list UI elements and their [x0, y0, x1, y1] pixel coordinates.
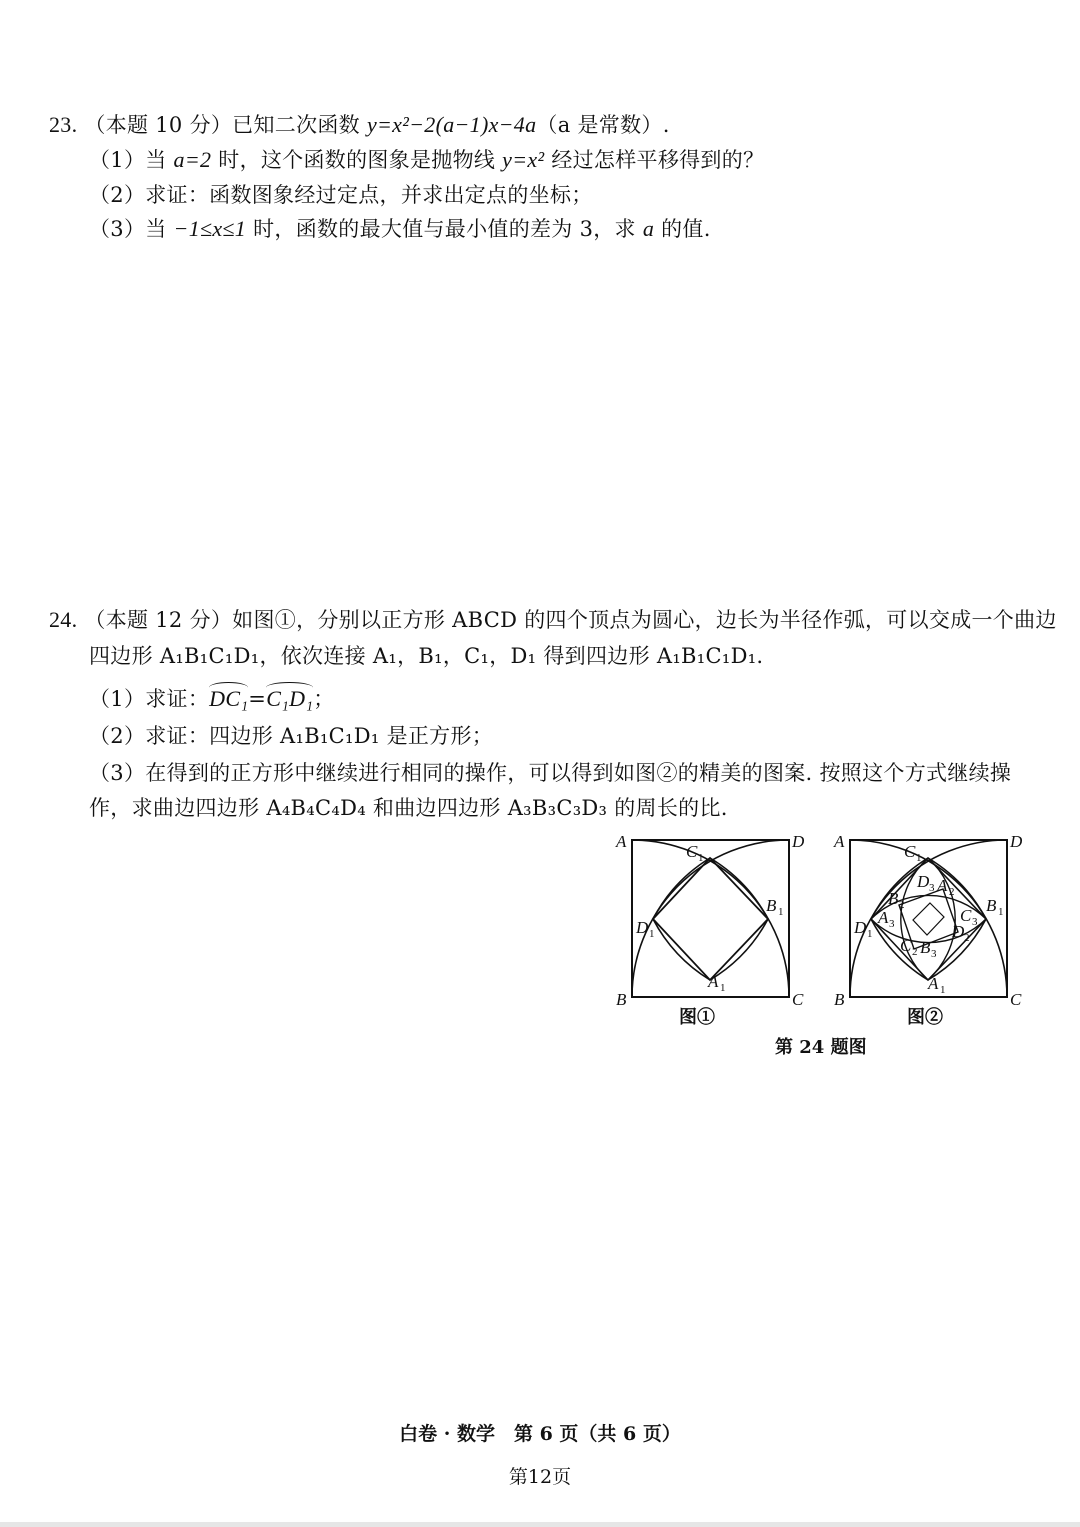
svg-text:3: 3: [931, 948, 937, 960]
svg-text:2: 2: [912, 946, 918, 958]
fig2-label-C3: C: [960, 906, 972, 925]
q24-part3-line1: （3）在得到的正方形中继续进行相同的操作，可以得到如图②的精美的图案. 按照这个方式继续操: [89, 761, 1012, 785]
q24-points: （本题 12 分）: [84, 608, 233, 632]
fig2-label-B1: B: [986, 896, 997, 915]
fig2-label-C1: C: [904, 842, 916, 861]
q24-stem-1: 如图①，分别以正方形 ABCD 的四个顶点为圆心，边长为半径作弧，可以交成一个曲边: [232, 608, 1057, 632]
svg-text:2: 2: [964, 932, 970, 944]
q23-number: 23.: [49, 112, 78, 137]
q23-stem: [49, 111, 670, 139]
svg-text:1: 1: [998, 906, 1004, 918]
svg-text:1: 1: [867, 928, 873, 940]
figure-caption: 第 24 题图: [775, 1037, 867, 1058]
q24-stem-line2: 四边形 A₁B₁C₁D₁，依次连接 A₁，B₁，C₁，D₁ 得到四边形 A₁B₁C₁D₁.: [89, 644, 764, 668]
q23-p1-cond: a=2: [173, 147, 212, 172]
fig1-label-A1: A: [708, 972, 719, 991]
fig2-label-C: C: [1010, 990, 1022, 1009]
fig2-label-B2: B: [888, 889, 899, 908]
figure-1: [612, 825, 822, 1034]
q23-part2: （2）求证：函数图象经过定点，并求出定点的坐标；: [89, 183, 593, 207]
q23-p1-a: （1）当: [89, 148, 167, 172]
svg-text:2: 2: [949, 886, 955, 898]
q24-p1-eq: =: [248, 687, 267, 711]
svg-text:1: 1: [916, 852, 922, 864]
q23-p3-a: （3）当: [89, 217, 167, 241]
q23-p3-c: 的值.: [661, 217, 711, 241]
q23-stem-text: 已知二次函数: [232, 113, 360, 137]
fig2-label-A: A: [834, 832, 845, 851]
q24-part1: [89, 685, 335, 713]
svg-text:3: 3: [972, 916, 978, 928]
figure-1-svg: [612, 825, 822, 1030]
svg-text:1: 1: [720, 982, 726, 994]
fig2-label-A1: A: [928, 974, 939, 993]
fig2-label-B3: B: [920, 938, 931, 957]
page-footer-title: 白卷 · 数学 第 6 页（共 6 页）: [399, 1423, 681, 1445]
svg-text:3: 3: [929, 882, 935, 894]
svg-text:1: 1: [649, 928, 655, 940]
q23-points: （本题 10 分）: [84, 113, 233, 137]
arc-c1d1: C₁D₁: [266, 686, 314, 711]
q24-p1-b: ；: [313, 687, 335, 711]
fig2-label-C2: C: [900, 936, 912, 955]
fig1-label-D1: D: [636, 918, 649, 937]
fig2-label-D1: D: [854, 918, 867, 937]
fig2-label-D3: D: [917, 872, 930, 891]
fig1-label-C1: C: [686, 842, 698, 861]
svg-text:3: 3: [889, 918, 895, 930]
arc-dc1: DC₁: [209, 686, 249, 711]
figure-2-label: 图②: [907, 1007, 943, 1028]
fig1-label-D: D: [792, 832, 805, 851]
q23-p1-formula: y=x²: [502, 147, 545, 172]
fig1-label-C: C: [792, 990, 804, 1009]
svg-text:2: 2: [899, 899, 905, 911]
q24-part3-line2: 作，求曲边四边形 A₄B₄C₄D₄ 和曲边四边形 A₃B₃C₃D₃ 的周长的比.: [89, 796, 728, 820]
q23-p3-cond: −1≤x≤1: [173, 216, 247, 241]
svg-text:1: 1: [698, 852, 704, 864]
q24-stem-line1: [49, 606, 1057, 634]
q23-part3: [89, 215, 711, 243]
fig2-label-B: B: [834, 990, 845, 1009]
fig1-label-A: A: [616, 832, 627, 851]
fig2-label-A3: A: [878, 908, 889, 927]
bottom-divider: [0, 1522, 1080, 1527]
q23-formula: y=x²−2(a−1)x−4a: [366, 112, 537, 137]
fig2-label-D2: D: [952, 922, 965, 941]
q23-p1-b: 时，这个函数的图象是抛物线: [218, 148, 496, 172]
fig1-label-B1: B: [766, 896, 777, 915]
q24-number: 24.: [49, 607, 78, 632]
fig1-label-B: B: [616, 990, 627, 1009]
q23-p3-b: 时，函数的最大值与最小值的差为 3，求: [253, 217, 636, 241]
q23-p3-var: a: [642, 216, 655, 241]
q23-p1-c: 经过怎样平移得到的？: [551, 148, 765, 172]
fig2-label-A2: A: [937, 876, 948, 895]
q24-part2: （2）求证：四边形 A₁B₁C₁D₁ 是正方形；: [89, 724, 494, 748]
figure-2-svg: [830, 825, 1040, 1030]
q23-stem-tail: （a 是常数）.: [536, 113, 670, 137]
svg-text:1: 1: [778, 906, 784, 918]
figure-1-label: 图①: [679, 1007, 715, 1028]
page-number: 第12页: [508, 1466, 572, 1488]
svg-text:1: 1: [940, 984, 946, 996]
q24-p1-a: （1）求证：: [89, 687, 210, 711]
fig2-label-D: D: [1010, 832, 1023, 851]
q23-part1: [89, 146, 764, 174]
